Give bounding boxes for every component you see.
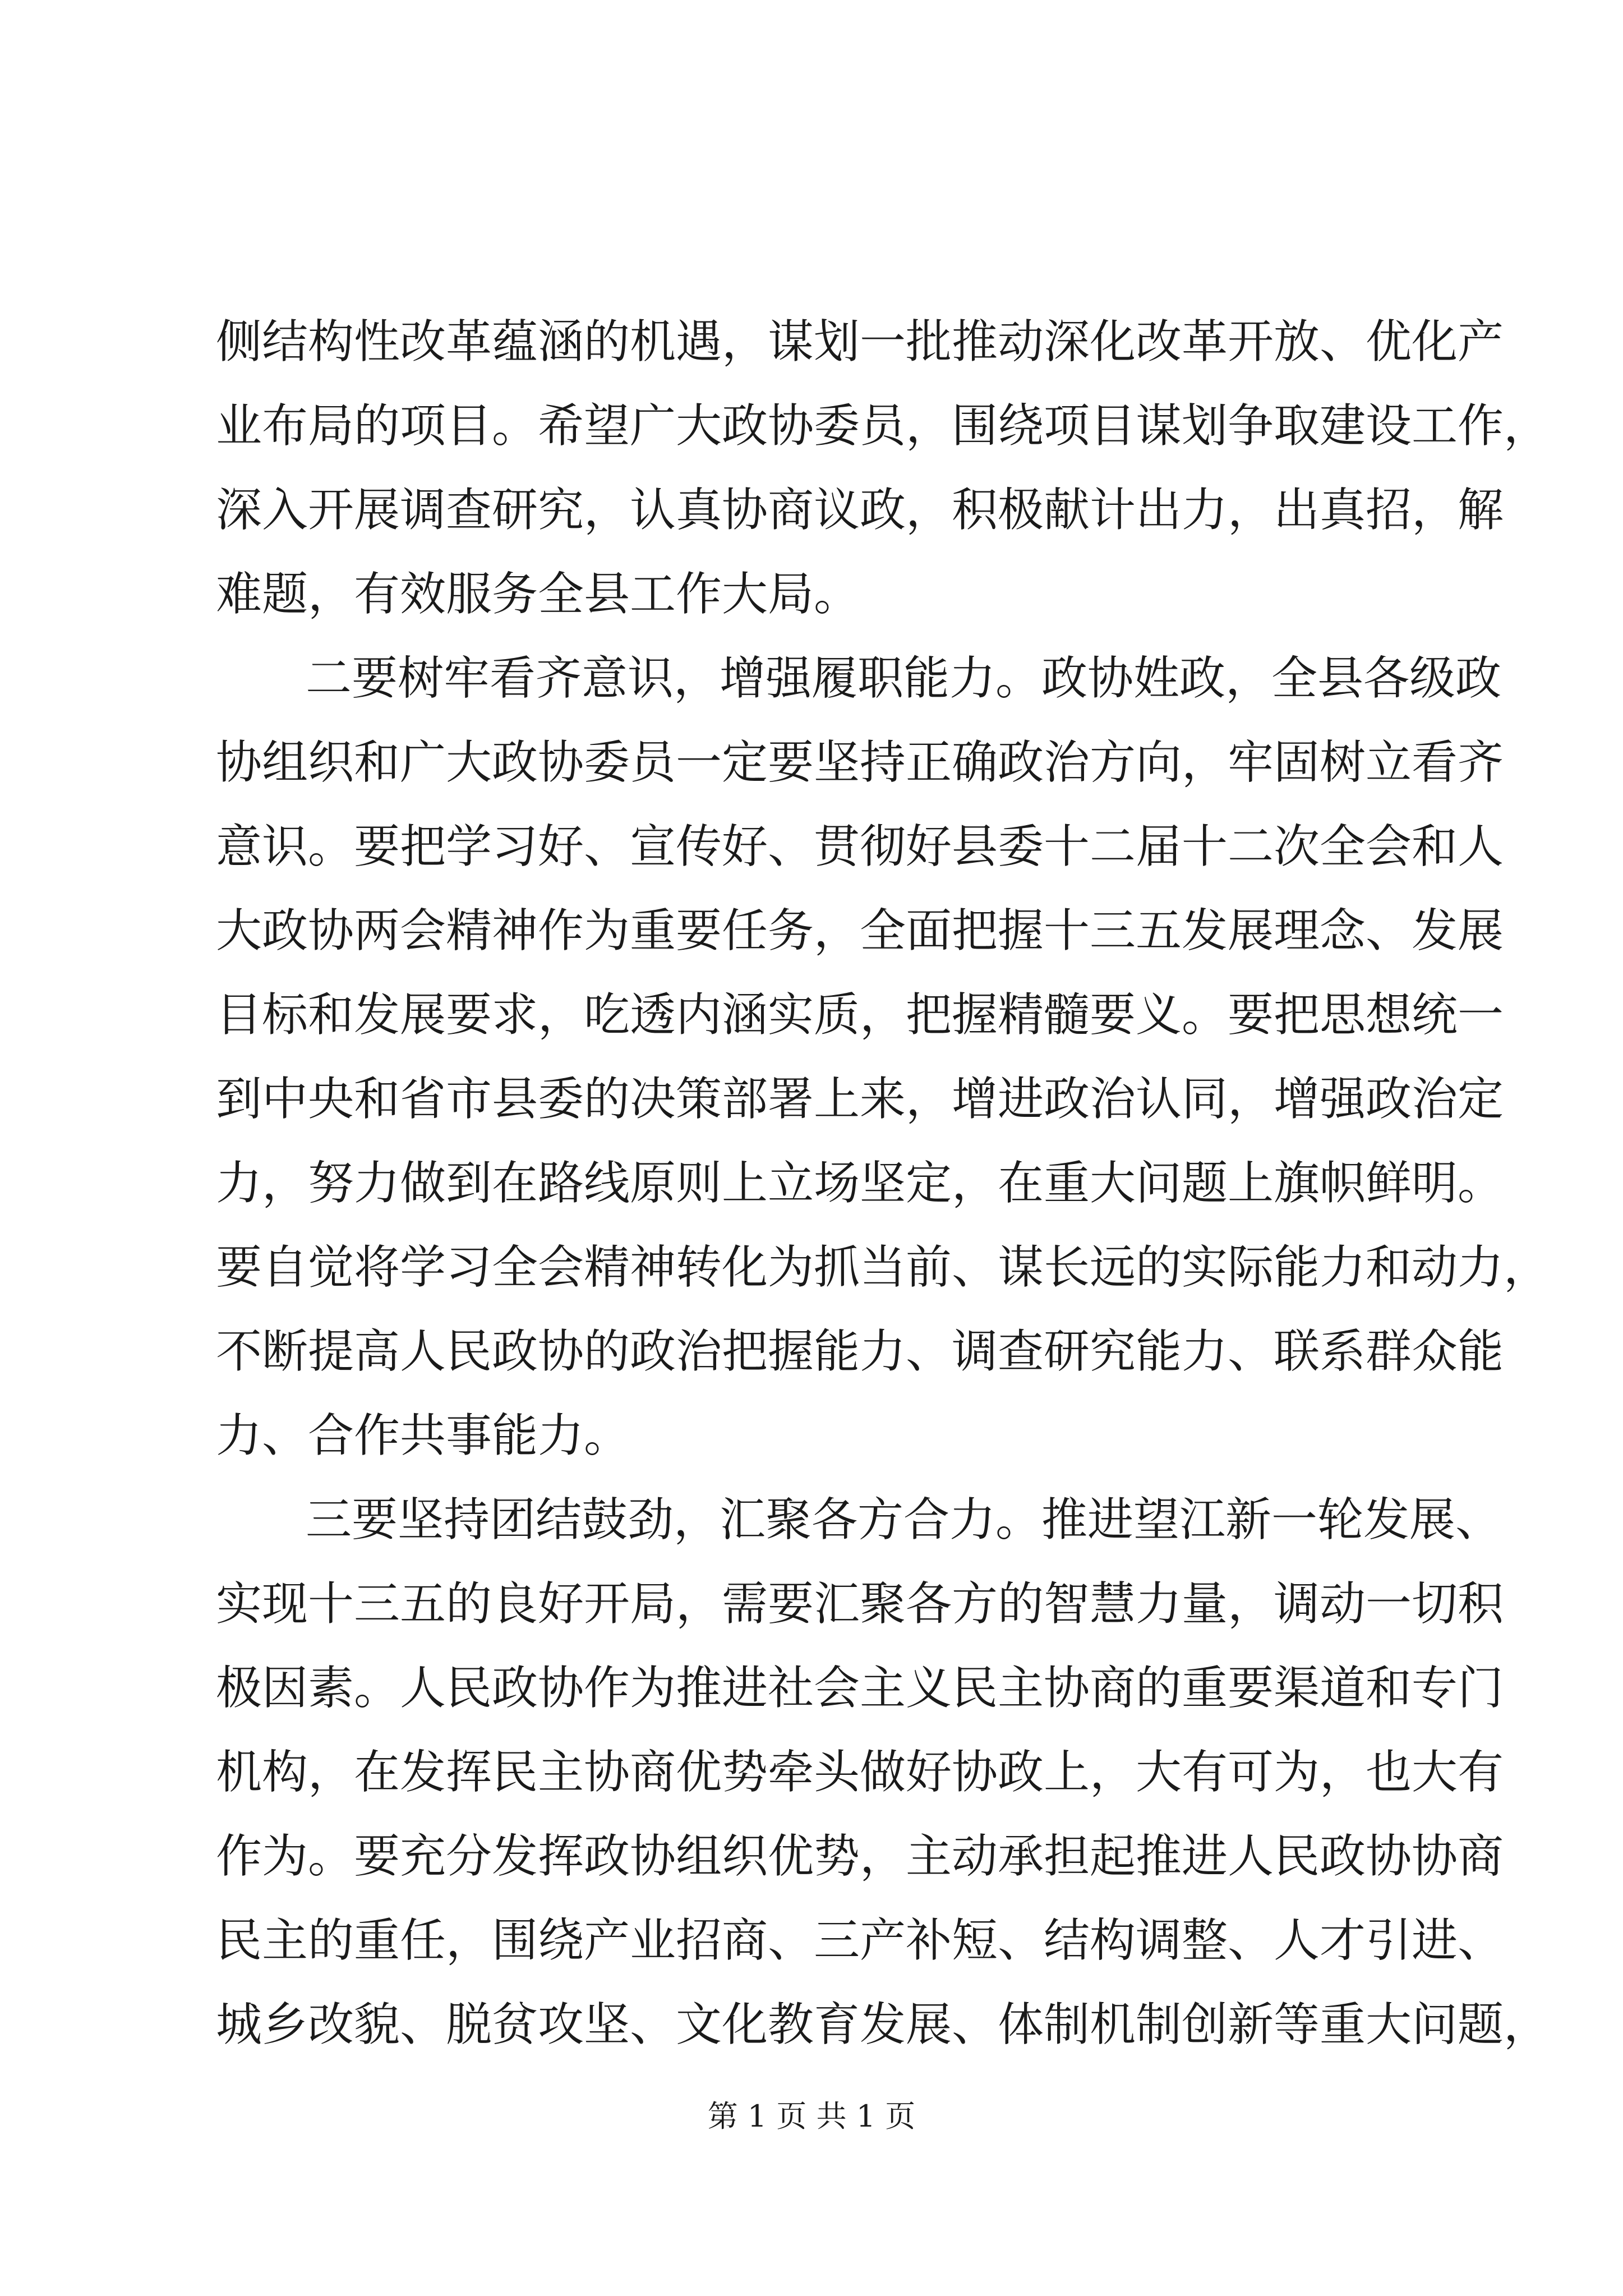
- text-line: 到中央和省市县委的决策部署上来，增进政治认同，增强政治定: [216, 1073, 1504, 1126]
- text-line: 极因素。人民政协作为推进社会主义民主协商的重要渠道和专门: [216, 1662, 1504, 1715]
- text-line: 力，努力做到在路线原则上立场坚定，在重大问题上旗帜鲜明。: [216, 1157, 1504, 1210]
- text-line: 机构，在发挥民主协商优势牵头做好协政上，大有可为，也大有: [216, 1746, 1504, 1799]
- text-line: 难题，有效服务全县工作大局。: [216, 568, 860, 621]
- text-line: 侧结构性改革蕴涵的机遇，谋划一批推动深化改革开放、优化产: [216, 315, 1504, 369]
- text-line: 协组织和广大政协委员一定要坚持正确政治方向，牢固树立看齐: [216, 736, 1504, 789]
- paragraph-start-line: 三要坚持团结鼓劲，汇聚各方合力。推进望江新一轮发展、: [306, 1493, 1502, 1547]
- text-line: 深入开展调查研究，认真协商议政，积极献计出力，出真招，解: [216, 484, 1504, 537]
- paragraph-start-line: 二要树牢看齐意识，增强履职能力。政协姓政，全县各级政: [306, 652, 1502, 705]
- text-line: 力、合作共事能力。: [216, 1409, 630, 1462]
- text-line: 作为。要充分发挥政协组织优势，主动承担起推进人民政协协商: [216, 1830, 1504, 1883]
- page-number-footer: 第 1 页 共 1 页: [707, 2099, 916, 2134]
- text-line: 不断提高人民政协的政治把握能力、调查研究能力、联系群众能: [216, 1325, 1504, 1378]
- text-line: 意识。要把学习好、宣传好、贯彻好县委十二届十二次全会和人: [216, 820, 1504, 873]
- text-line: 业布局的项目。希望广大政协委员，围绕项目谋划争取建设工作，: [216, 399, 1550, 453]
- text-line: 实现十三五的良好开局，需要汇聚各方的智慧力量，调动一切积: [216, 1577, 1504, 1631]
- text-line: 目标和发展要求，吃透内涵实质，把握精髓要义。要把思想统一: [216, 988, 1504, 1042]
- text-line: 民主的重任，围绕产业招商、三产补短、结构调整、人才引进、: [216, 1914, 1504, 1967]
- text-line: 要自觉将学习全会精神转化为抓当前、谋长远的实际能力和动力，: [216, 1241, 1550, 1294]
- text-line: 大政协两会精神作为重要任务，全面把握十三五发展理念、发展: [216, 904, 1504, 958]
- text-line: 城乡改貌、脱贫攻坚、文化教育发展、体制机制创新等重大问题，: [216, 1998, 1550, 2051]
